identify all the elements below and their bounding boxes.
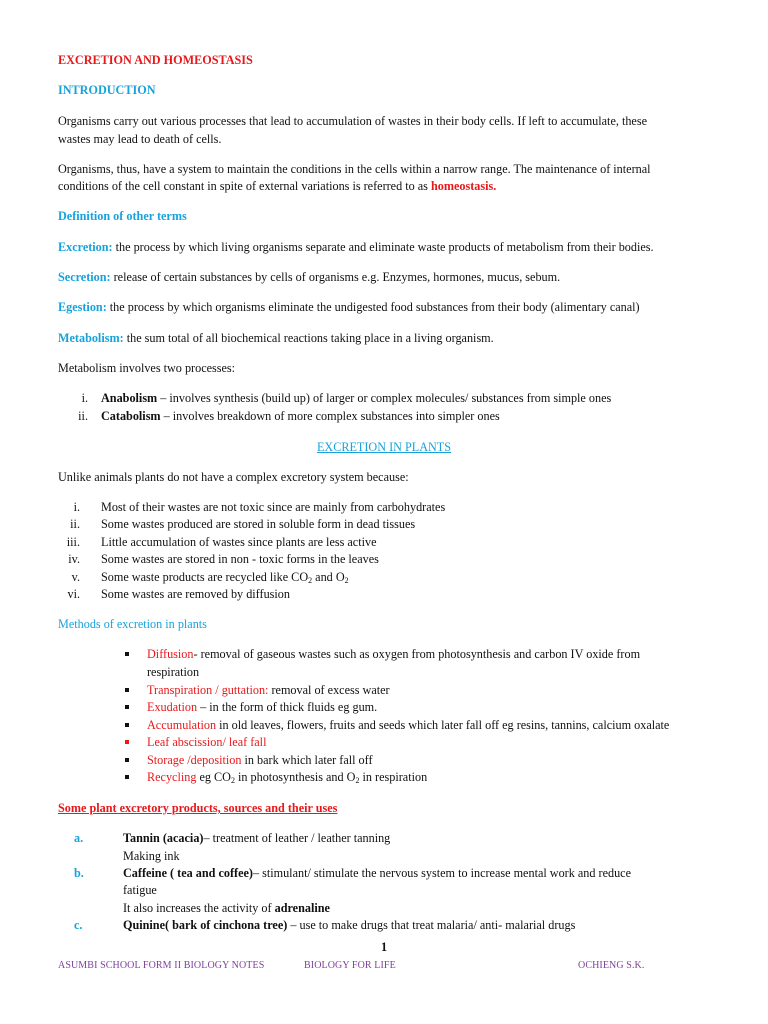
subscript: 2 <box>230 776 235 785</box>
document-title: EXCRETION AND HOMEOSTASIS <box>58 53 253 67</box>
product-text: It also increases the activity of <box>123 901 275 915</box>
product-term: Quinine( bark of cinchona tree) <box>123 918 288 932</box>
plants-section-heading: EXCRETION IN PLANTS <box>316 440 452 454</box>
product-tannin <box>123 831 390 846</box>
method-term: Diffusion <box>147 647 194 661</box>
definition-text: the process by which organisms eliminate the undigested food substances from their body (alimentary canal) <box>106 300 640 314</box>
intro-paragraph-2-line-2 <box>58 179 496 194</box>
product-term: Tannin (acacia) <box>123 831 204 845</box>
method-text: in old leaves, flowers, fruits and seeds which later fall off eg resins, tannins, calcium oxalate <box>216 718 670 732</box>
definition-text: the process by which living organisms separate and eliminate waste products of metabolism from their bodies. <box>112 240 654 254</box>
definition-secretion <box>58 270 560 285</box>
product-caffeine-line-3 <box>123 901 330 916</box>
list-number: vi. <box>67 587 80 601</box>
method-transpiration <box>147 683 390 698</box>
method-text: in respiration <box>359 770 428 784</box>
metabolism-intro: Metabolism involves two processes: <box>58 361 236 375</box>
plant-reason: Little accumulation of wastes since plants are less active <box>101 535 377 549</box>
plant-reason: Some wastes are removed by diffusion <box>101 587 290 601</box>
list-text: – involves breakdown of more complex substances into simpler ones <box>160 409 500 423</box>
footer-right: OCHIENG S.K. <box>578 960 645 971</box>
intro-paragraph-2-text: conditions of the cell constant in spite of external variations is referred to as <box>58 179 431 193</box>
product-quinine <box>123 918 575 933</box>
method-diffusion <box>147 647 640 662</box>
bullet-icon <box>125 688 129 692</box>
method-term: Storage /deposition <box>147 753 242 767</box>
definition-term: Excretion: <box>58 240 113 254</box>
list-number: v. <box>71 570 80 584</box>
definitions-heading: Definition of other terms <box>58 209 187 223</box>
list-letter: a. <box>74 831 84 845</box>
method-accumulation <box>147 718 669 733</box>
list-text: – involves synthesis (build up) of larger or complex molecules/ substances from simple ones <box>157 391 612 405</box>
anabolism-item <box>101 391 611 406</box>
method-diffusion-line-2: respiration <box>147 665 200 679</box>
footer-left: ASUMBI SCHOOL FORM II BIOLOGY NOTES <box>58 960 265 971</box>
method-text: removal of excess water <box>268 683 390 697</box>
method-text: in photosynthesis and O <box>234 770 356 784</box>
method-term: Transpiration / guttation: <box>147 683 269 697</box>
method-text: - removal of gaseous wastes such as oxygen from photosynthesis and carbon IV oxide from <box>193 647 641 661</box>
product-text: – stimulant/ stimulate the nervous system to increase mental work and reduce <box>252 866 632 880</box>
bullet-icon <box>125 740 129 744</box>
method-text: eg CO <box>196 770 231 784</box>
method-exudation <box>147 700 377 715</box>
intro-paragraph-1-line-1: Organisms carry out various processes that lead to accumulation of wastes in their body cells. If left to accumulate, these <box>58 114 647 128</box>
definition-metabolism <box>58 331 494 346</box>
definition-text: the sum total of all biochemical reactions taking place in a living organism. <box>123 331 494 345</box>
bullet-icon <box>125 652 129 656</box>
method-term: Exudation <box>147 700 198 714</box>
definition-egestion <box>58 300 640 315</box>
bullet-icon <box>125 758 129 762</box>
plants-intro: Unlike animals plants do not have a complex excretory system because: <box>58 470 409 484</box>
subscript: 2 <box>344 576 349 585</box>
methods-heading: Methods of excretion in plants <box>58 617 207 631</box>
list-number: i. <box>81 391 88 405</box>
subscript: 2 <box>308 576 313 585</box>
list-term: Catabolism <box>101 409 161 423</box>
bullet-icon <box>125 775 129 779</box>
intro-heading: INTRODUCTION <box>58 83 156 97</box>
bullet-icon <box>125 723 129 727</box>
definition-excretion <box>58 240 654 255</box>
method-term: Recycling <box>147 770 197 784</box>
products-heading: Some plant excretory products, sources and their uses <box>58 801 338 815</box>
method-text: – in the form of thick fluids eg gum. <box>197 700 378 714</box>
method-recycling <box>147 770 427 785</box>
product-caffeine <box>123 866 631 881</box>
intro-paragraph-1-line-2: wastes may lead to death of cells. <box>58 132 222 146</box>
definition-term: Secretion: <box>58 270 111 284</box>
footer-center: BIOLOGY FOR LIFE <box>304 960 396 971</box>
product-text: – treatment of leather / leather tanning <box>203 831 391 845</box>
subscript: 2 <box>355 776 360 785</box>
definition-text: release of certain substances by cells of organisms e.g. Enzymes, hormones, mucus, sebum. <box>110 270 561 284</box>
method-storage <box>147 753 373 768</box>
plant-reason: Some wastes are stored in non - toxic forms in the leaves <box>101 552 379 566</box>
list-letter: c. <box>74 918 83 932</box>
bullet-icon <box>125 705 129 709</box>
adrenaline-term: adrenaline <box>274 901 330 915</box>
method-leaf-abscission: Leaf abscission/ leaf fall <box>147 735 267 749</box>
definition-term: Egestion: <box>58 300 107 314</box>
homeostasis-term: homeostasis. <box>430 179 497 193</box>
reason-text: and O <box>312 570 345 584</box>
plant-reason <box>101 570 349 585</box>
reason-text: Some waste products are recycled like CO <box>101 570 309 584</box>
catabolism-item <box>101 409 500 424</box>
page-number: 1 <box>380 940 388 954</box>
plant-reason: Most of their wastes are not toxic since are mainly from carbohydrates <box>101 500 446 514</box>
product-text: – use to make drugs that treat malaria/ anti- malarial drugs <box>287 918 576 932</box>
product-term: Caffeine ( tea and coffee) <box>123 866 253 880</box>
list-number: ii. <box>70 517 80 531</box>
list-number: iv. <box>68 552 80 566</box>
intro-paragraph-2-line-1: Organisms, thus, have a system to maintain the conditions in the cells within a narrow range. The maintenance of internal <box>58 162 651 176</box>
list-letter: b. <box>74 866 84 880</box>
product-tannin-line-2: Making ink <box>123 849 180 863</box>
list-number: iii. <box>66 535 80 549</box>
plant-reason: Some wastes produced are stored in soluble form in dead tissues <box>101 517 416 531</box>
definition-term: Metabolism: <box>58 331 124 345</box>
method-text: in bark which later fall off <box>241 753 373 767</box>
method-term: Accumulation <box>147 718 217 732</box>
product-caffeine-line-2: fatigue <box>123 883 157 897</box>
list-term: Anabolism <box>101 391 158 405</box>
list-number: i. <box>73 500 80 514</box>
list-number: ii. <box>78 409 88 423</box>
